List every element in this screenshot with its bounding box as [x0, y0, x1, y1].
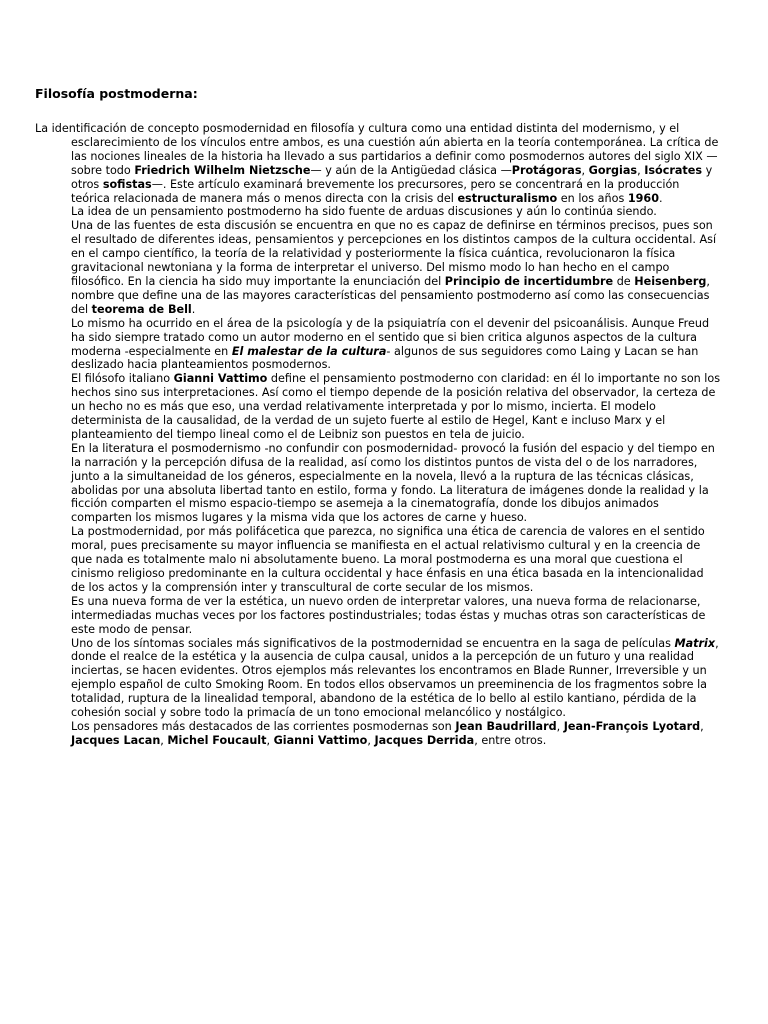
- link-lyotard[interactable]: Jean-François Lyotard: [563, 719, 701, 733]
- link-principio-incertidumbre[interactable]: Principio de incertidumbre: [444, 274, 614, 288]
- paragraph-estetica: Es una nueva forma de ver la estética, un nuevo orden de interpretar valores, una nueva forma de relacionarse, intermediadas muchas veces por los factores postindustriales; todas éstas y muchas otras son características de este modo de pensar.: [71, 594, 706, 636]
- text-run: de: [613, 274, 635, 288]
- text-run: .: [658, 191, 663, 205]
- page-title: Filosofía postmoderna:: [35, 86, 198, 101]
- text-run: ,: [581, 163, 589, 177]
- text-run: - algunos de sus seguidores como Laing y Lacan se han deslizado hacia planteamientos posmodernos.: [71, 344, 699, 372]
- link-sofistas[interactable]: sofistas: [102, 177, 152, 191]
- text-run: Uno de los síntomas sociales más significativos de la postmodernidad se encuentra en la saga de películas: [71, 636, 675, 650]
- text-run: ,: [637, 163, 645, 177]
- text-run: ,: [556, 719, 564, 733]
- text-run: , nombre que define una de las mayores características del pensamiento postmoderno así como las consecuencias del: [71, 274, 710, 316]
- paragraph-fuentes: [35, 219, 721, 316]
- link-foucault[interactable]: Michel Foucault: [167, 733, 267, 747]
- text-run: La identificación de concepto posmodernidad en filosofía y cultura como una entidad distinta del modernismo, y el esclarecimiento de los vínculos entre ambos, es una cuestión aún abierta en la teoría contemporánea. La crítica de las nociones lineales de la historia ha llevado a sus partidarios a definir como posmodernos autores del siglo XIX —sobre todo: [35, 122, 719, 177]
- text-run: y otros: [71, 163, 713, 191]
- link-teorema-bell[interactable]: teorema de Bell: [91, 302, 192, 316]
- link-malestar-cultura[interactable]: El malestar de la cultura: [231, 344, 387, 358]
- link-heisenberg[interactable]: Heisenberg: [634, 274, 707, 288]
- text-run: ,: [700, 719, 704, 733]
- text-run: ,: [266, 733, 274, 747]
- link-nietzsche[interactable]: Friedrich Wilhelm Nietzsche: [134, 163, 311, 177]
- paragraph-etica: La postmodernidad, por más polifácetica que parezca, no significa una ética de carencia de valores en el sentido moral, pues precisamente su mayor influencia se manifiesta en el actual relativismo cultural y en la creencia de que nada es totalmente malo ni absolutamente bueno. La moral postmoderna es una moral que cuestiona el cinismo religioso predominante en la cultura occidental y hace énfasis en una ética basada en la intencionalidad de los actos y la comprensión inter y transcultural de corte secular de los mismos.: [71, 525, 705, 594]
- text-run: .: [191, 302, 196, 316]
- paragraph-matrix: [35, 637, 721, 720]
- link-baudrillard[interactable]: Jean Baudrillard: [455, 719, 557, 733]
- paragraph-pensadores: [35, 720, 721, 748]
- text-run: , donde el realce de la estética y la ausencia de culpa causal, unidos a la percepción de un futuro y una realidad inciertas, se hacen evidentes. Otros ejemplos más relevantes los encontramos en Blade Runner, Irreversible y un ejemplo español de culto Smoking Room. En todos ellos observamos un preeminencia de los fragmentos sobre la totalidad, ruptura de la linealidad temporal, abandono de la estética de lo bello al estilo kantiano, pérdida de la cohesión social y sobre todo la primacía de un tono emocional melancólico y nostálgico.: [71, 636, 719, 720]
- text-run: , entre otros.: [474, 733, 547, 747]
- text-run: —. Este artículo examinará brevemente los precursores, pero se concentrará en la producción teórica relacionada de manera más o menos directa con la crisis del: [71, 177, 680, 205]
- link-derrida[interactable]: Jacques Derrida: [374, 733, 475, 747]
- link-gorgias[interactable]: Gorgias: [588, 163, 638, 177]
- paragraph-literatura: En la literatura el posmodernismo -no confundir con posmodernidad- provocó la fusión del espacio y del tiempo en la narración y la percepción difusa de la realidad, así como los distintos puntos de vista del o de los narradores, junto a la simultaneidad de los géneros, especialmente en la novela, llevó a la ruptura de las técnicas clásicas, abolidas por una absoluta libertad tanto en estilo, forma y fondo. La literatura de imágenes donde la realidad y la ficción comparten el mismo espacio-tiempo se asemeja a la cinematografía, donde los dibujos animados comparten los mismos lugares y la misma vida que los actores de carne y hueso.: [71, 441, 715, 525]
- link-estructuralismo[interactable]: estructuralismo: [457, 191, 558, 205]
- text-run: Una de las fuentes de esta discusión se encuentra en que no es capaz de definirse en términos precisos, pues son el resultado de diferentes ideas, pensamientos y percepciones en los distintos campos de la cultura occidental. Así en el campo científico, la teoría de la relatividad y posteriormente la física cuántica, revolucionaron la física gravitacional newtoniana y la forma de interpretar el universo. Del mismo modo lo han hecho en el campo filosófico. En la ciencia ha sido muy importante la enunciación del: [71, 219, 717, 288]
- link-matrix[interactable]: Matrix: [674, 636, 716, 650]
- link-vattimo[interactable]: Gianni Vattimo: [273, 733, 368, 747]
- text-run: Lo mismo ha ocurrido en el área de la psicología y de la psiquiatría con el devenir del psicoanálisis. Aunque Freud ha sido siempre tratado como un autor moderno en el sentido que si bien critica algunos aspectos de la cultura moderna -especialmente en: [71, 316, 710, 358]
- link-lacan[interactable]: Jacques Lacan: [71, 733, 161, 747]
- paragraph-intro: [35, 122, 721, 205]
- paragraph-vattimo: [35, 372, 721, 442]
- text-run: — y aún de la Antigüedad clásica —: [310, 163, 512, 177]
- text-run: ,: [367, 733, 375, 747]
- text-run: en los años: [557, 191, 628, 205]
- link-1960[interactable]: 1960: [627, 191, 659, 205]
- link-isocrates[interactable]: Isócrates: [644, 163, 703, 177]
- link-protagoras[interactable]: Protágoras: [511, 163, 582, 177]
- document-page: [35, 86, 721, 748]
- link-gianni-vattimo[interactable]: Gianni Vattimo: [173, 372, 268, 386]
- text-run: Los pensadores más destacados de las corrientes posmodernas son: [71, 719, 456, 733]
- paragraph-discusion: La idea de un pensamiento postmoderno ha sido fuente de arduas discusiones y aún lo continúa siendo.: [71, 205, 657, 219]
- text-run: ,: [160, 733, 168, 747]
- paragraph-psicologia: [35, 317, 721, 373]
- text-run: define el pensamiento postmoderno con claridad: en él lo importante no son los hechos sino sus interpretaciones. Así como el tiempo depende de la posición relativa del observador, la certeza de un hecho no es más que eso, una verdad relativamente interpretada y por lo mismo, incierta. El modelo determinista de la causalidad, de la verdad de un sujeto fuerte al estilo de Hegel, Kant e incluso Marx y el planteamiento del tiempo lineal como el de Leibniz son puestos en tela de juicio.: [71, 372, 721, 441]
- text-run: El filósofo italiano: [71, 372, 174, 386]
